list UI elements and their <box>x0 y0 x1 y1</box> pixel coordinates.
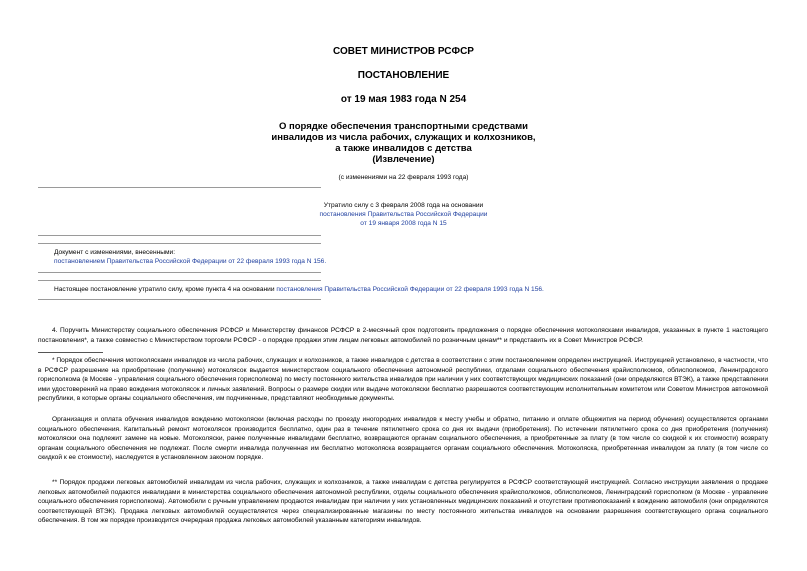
paragraph-4 <box>38 326 768 345</box>
expired-line-1: Утратило силу с 3 февраля 2008 года на основании <box>323 202 484 209</box>
footnote-2 <box>38 478 768 526</box>
expired-link-1[interactable]: постановления Правительства Российской Федерации <box>319 211 488 218</box>
doc-date: от 19 мая 1983 года N 254 <box>340 94 467 105</box>
expired-link-2[interactable]: от 19 января 2008 года N 15 <box>360 220 447 227</box>
footnote-1 <box>38 356 768 404</box>
divider <box>38 272 321 273</box>
org-name: СОВЕТ МИНИСТРОВ РСФСР <box>333 46 474 57</box>
changes-link[interactable]: постановлением Правительства Российской Федерации от 22 февраля 1993 года N 156. <box>54 258 327 265</box>
amendment-note: (с изменениями на 22 февраля 1993 года) <box>338 174 469 181</box>
document-title <box>0 121 807 165</box>
title-line-4: (Извлечение) <box>372 154 435 165</box>
doc-type: ПОСТАНОВЛЕНИЕ <box>357 70 450 81</box>
title-line-1: О порядке обеспечения транспортными средствами <box>278 121 529 132</box>
expired-except-notice <box>54 285 754 294</box>
divider <box>38 280 321 281</box>
divider <box>38 187 321 188</box>
expired-notice <box>0 201 807 228</box>
footnote-divider <box>38 352 103 353</box>
footnote-1-text: * Порядок обеспечения мотоколясками инвалидов из числа рабочих, служащих и колхозников, а также инвалидов с детства в соответствии с этим постановлением определен инструкцией. Инструкцией установлено, в частности, что в РСФСР разрешение на приобретение (получение) мотоколясок выдается министерством социального обеспечения автономной республики, отделами социального обеспечения крайисполкомов, облисполкомов, Ленинградского горисполкома (в Москве - управления социального обеспечения горисполкома) по месту постоянного жительства инвалидов при наличии у них соответствующих медицинских показаний (они определяются ВТЭК), а также представлении ими удостоверений на право вождения мотоколясок и личных заявлений. Вопросы о размере скидки или выдаче мотоколяски бесплатно разрешаются соответствующим исполнительным комитетом или Советом Министров автономной республики, в которые органы социального обеспечения, им подчиненные, представляют необходимые документы. <box>38 357 768 403</box>
title-line-3: а также инвалидов с детства <box>335 143 472 154</box>
expired-except-link[interactable]: постановления Правительства Российской Федерации от 22 февраля 1993 года N 156. <box>276 286 544 293</box>
changes-block <box>54 248 326 266</box>
footnote-2-text: ** Порядок продажи легковых автомобилей инвалидам из числа рабочих, служащих и колхозников, а также инвалидам с детства регулируется в РСФСР соответствующей инструкцией. Согласно инструкции заявления о продаже легковых автомобилей подаются инвалидами в министерства социального обеспечения автономной республики, отделы социального обеспечения крайисполкомов, облисполкомов, Ленинградский горисполком (в Москве - управление социального обеспечения горисполкома). Автомобили с ручным управлением продаются инвалидам при наличии у них установленных медицинских показаний и отсутствии противопоказаний к вождению автомобиля (они определяются соответствующей ВТЭК). Продажа легковых автомобилей осуществляется через специализированные магазины по месту постоянного жительства инвалидов на основании разрешения соответствующего органа социального обеспечения. В том же порядке производится очередная продажа легковых автомобилей указанным категориям инвалидов. <box>38 479 768 525</box>
divider <box>38 235 321 236</box>
title-line-2: инвалидов из числа рабочих, служащих и колхозников, <box>271 132 536 143</box>
changes-label: Документ с изменениями, внесенными: <box>54 249 176 256</box>
divider <box>38 243 321 244</box>
expired-except-text: Настоящее постановление утратило силу, кроме пункта 4 на основании <box>54 286 277 293</box>
footnote-1b-text: Организация и оплата обучения инвалидов вождению мотоколяски (включая расходы по проезду иногородних инвалидов к месту учебы и обратно, питанию и оплате общежития на период обучения) осуществляется органами социального обеспечения. Капитальный ремонт мотоколясок производится бесплатно, один раз в течение пятилетнего срока со дня их выдачи (приобретения). По истечении пятилетнего срока со дня приобретения (получения) мотоколяски она подлежит замене на новые. Мотоколяски, ранее полученные инвалидами бесплатно, возвращаются органам социального обеспечения, а приобретенные за плату (в том числе со скидкой к их стоимости) возврату органам социального обеспечения не подлежат. После смерти инвалида полученная им бесплатно мотоколяска возвращается органам социального обеспечения. Мотоколяска, приобретенная инвалидом за плату (в том числе со скидкой к ее стоимости), наследуется в установленном законом порядке. <box>38 416 768 462</box>
paragraph-4-text: 4. Поручить Министерству социального обеспечения РСФСР и Министерству финансов РСФСР в 2-месячный срок подготовить предложения о порядке обеспечения мотоколясками инвалидов, указанных в пункте 1 настоящего постановления*, а также совместно с Министерством торговли РСФСР - о порядке продажи этим лицам легковых автомобилей по розничным ценам** и представить их в Совет Министров РСФСР. <box>38 327 768 344</box>
footnote-1-continued <box>38 415 768 463</box>
divider <box>38 299 321 300</box>
